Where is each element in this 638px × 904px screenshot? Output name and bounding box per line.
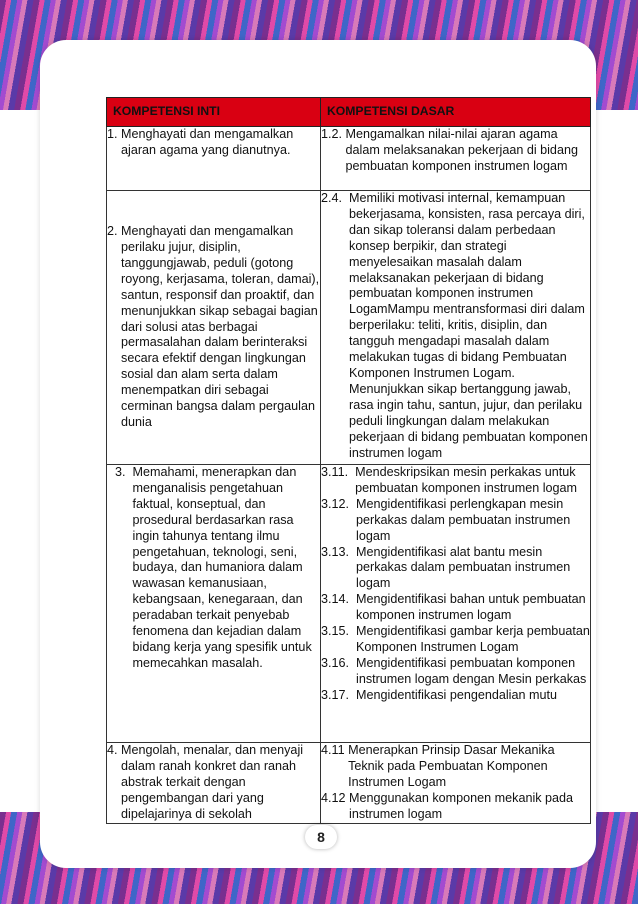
ki-number: 1. [107, 127, 122, 141]
kd-cell [321, 127, 591, 191]
table-header-row [107, 98, 591, 127]
kd-number: 1.2. [321, 127, 346, 141]
table-row [107, 743, 591, 824]
ki-number: 3. [115, 465, 133, 479]
header-kompetensi-dasar: KOMPETENSI DASAR [321, 98, 591, 127]
kd-text: Mengidentifikasi gambar kerja pembuatan Komponen Instrumen Logam [356, 624, 590, 654]
kd-number: 3.11. [321, 465, 356, 479]
kd-text: Mengidentifikasi pengendalian mutu [356, 687, 557, 702]
ki-cell [107, 743, 321, 824]
kd-cell [321, 191, 591, 465]
table-row [107, 465, 591, 743]
kd-text: Mendeskripsikan mesin perkakas untuk pembuatan komponen instrumen logam [355, 465, 577, 495]
table-row [107, 191, 591, 465]
kd-text: Mengidentifikasi pembuatan komponen instrumen logam dengan Mesin perkakas [356, 655, 587, 686]
kd-number: 3.13. [321, 544, 357, 559]
header-kompetensi-inti: KOMPETENSI INTI [107, 98, 321, 127]
competency-table [106, 97, 591, 824]
ki-cell [107, 127, 321, 191]
ki-text: Memahami, menerapkan dan menganalisis pengetahuan faktual, konseptual, dan prosedural berdasarkan rasa ingin tahunya tentang ilmu pengetahuan, teknologi, seni, budaya, dan humaniora dalam wawasan kemanusiaan, kebangsaan, kenegaraan, dan peradaban terkait penyebab fenomena dan kejadian dalam bidang kerja yang spesifik untuk memecahkan masalah. [132, 465, 312, 670]
page-number: 8 [305, 825, 337, 849]
ki-text: Menghayati dan mengamalkan perilaku jujur, disiplin, tanggungjawab, peduli (gotong royong, kerjasama, toleran, damai), santun, responsif dan proaktif, dan menunjukkan sikap sebagai bagian dari solusi atas berbagai permasalahan dalam berinteraksi secara efektif dengan lingkungan sosial dan alam serta dalam menempatkan diri sebagai cerminan bangsa dalam pergaulan dunia [121, 224, 320, 429]
kd-cell [321, 743, 591, 824]
kd-text: Mengidentifikasi perlengkapan mesin perkakas dalam pembuatan instrumen logam [356, 496, 571, 543]
ki-number: 2. [107, 224, 122, 239]
kd-number: 2.4. [321, 191, 350, 205]
kd-text: Mengamalkan nilai-nilai ajaran agama dalam melaksanakan pekerjaan di bidang pembuatan komponen instrumen logam [345, 127, 578, 173]
kd-number: 3.17. [321, 687, 357, 702]
kd-text: Memiliki motivasi internal, kemampuan bekerjasama, konsisten, rasa percaya diri, dan sikap toleransi dalam perbedaan konsep berpikir, dan strategi menyelesaikan masalah dalam melaksanakan pekerjaan di bidang pembuatan komponen instrumen LogamMampu mentransformasi diri dalam berperilaku: teliti, kritis, disiplin, dan tangguh mengadapi masalah dalam melakukan tugas di bidang Pembuatan Komponen Instrumen Logam. Menunjukkan sikap bertanggung jawab, rasa ingin tahu, santun, jujur, dan perilaku peduli lingkungan dalam melakukan pekerjaan di bidang pembuatan komponen instrumen logam [349, 191, 588, 460]
kd-text: Menerapkan Prinsip Dasar Mekanika Teknik pada Pembuatan Komponen Instrumen Logam [348, 743, 555, 789]
ki-text: Mengolah, menalar, dan menyaji dalam ranah konkret dan ranah abstrak terkait dengan pengembangan dari yang dipelajarinya di sekolah [121, 743, 304, 821]
kd-number: 3.16. [321, 655, 357, 670]
kd-number: 3.14. [321, 592, 357, 607]
kd-text: Mengidentifikasi bahan untuk pembuatan komponen instrumen logam [356, 592, 586, 623]
kd-cell [321, 465, 591, 743]
kd-number: 4.12 [321, 790, 350, 805]
kd-number: 4.11 [321, 743, 349, 757]
kd-text: Menggunakan komponen mekanik pada instrumen logam [349, 790, 574, 821]
kd-text: Mengidentifikasi alat bantu mesin perkakas dalam pembuatan instrumen logam [356, 544, 571, 591]
kd-number: 3.12. [321, 496, 357, 511]
ki-cell [107, 191, 321, 465]
ki-number: 4. [107, 743, 122, 757]
ki-cell [107, 465, 321, 743]
table-row [107, 127, 591, 191]
kd-number: 3.15. [321, 624, 357, 639]
ki-text: Menghayati dan mengamalkan ajaran agama yang dianutnya. [121, 127, 294, 157]
